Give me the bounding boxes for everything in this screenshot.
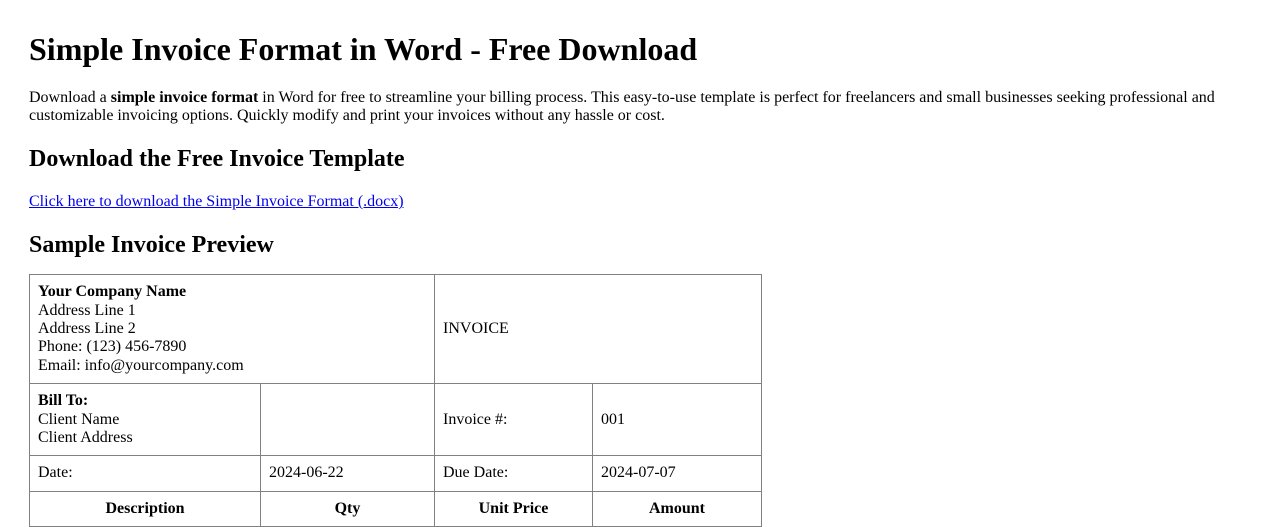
items-header-unit-price: Unit Price bbox=[435, 491, 593, 526]
page-title: Simple Invoice Format in Word - Free Download bbox=[29, 31, 698, 67]
client-name: Client Name bbox=[38, 410, 120, 428]
company-header-row bbox=[30, 275, 762, 384]
company-info-cell bbox=[30, 275, 435, 384]
company-address-line1: Address Line 1 bbox=[38, 301, 136, 319]
company-email: Email: info@yourcompany.com bbox=[38, 356, 244, 374]
preview-heading: Sample Invoice Preview bbox=[29, 231, 274, 258]
items-header-amount: Amount bbox=[593, 491, 762, 526]
invoice-preview-table bbox=[29, 274, 762, 527]
bill-to-label: Bill To: bbox=[38, 392, 89, 410]
bill-to-cell bbox=[30, 384, 261, 456]
due-date-label: Due Date: bbox=[435, 456, 593, 491]
intro-text-before: Download a bbox=[29, 88, 111, 106]
client-address: Client Address bbox=[38, 428, 133, 446]
empty-cell bbox=[261, 384, 435, 456]
company-address-line2: Address Line 2 bbox=[38, 319, 136, 337]
invoice-number-label: Invoice #: bbox=[435, 384, 593, 456]
intro-paragraph bbox=[29, 89, 1249, 126]
intro-text-after: in Word for free to streamline your billing process. This easy-to-use template is perfect for freelancers and small businesses seeking professional and customizable invoicing options. Quickly modify and print your invoices without any hassle or cost. bbox=[29, 88, 1215, 125]
download-invoice-link[interactable]: Click here to download the Simple Invoice Format (.docx) bbox=[29, 193, 404, 211]
invoice-number-value: 001 bbox=[593, 384, 762, 456]
intro-bold-phrase: simple invoice format bbox=[110, 88, 259, 106]
download-link-paragraph bbox=[29, 193, 1249, 211]
date-label: Date: bbox=[30, 456, 261, 491]
download-heading: Download the Free Invoice Template bbox=[29, 145, 405, 172]
dates-row bbox=[30, 456, 762, 491]
company-phone: Phone: (123) 456-7890 bbox=[38, 338, 187, 356]
items-header-row bbox=[30, 491, 762, 526]
items-header-qty: Qty bbox=[261, 491, 435, 526]
bill-to-row bbox=[30, 384, 762, 456]
invoice-doc-label: INVOICE bbox=[435, 275, 762, 384]
company-name: Your Company Name bbox=[38, 283, 187, 301]
due-date-value: 2024-07-07 bbox=[593, 456, 762, 491]
date-value: 2024-06-22 bbox=[261, 456, 435, 491]
items-header-description: Description bbox=[30, 491, 261, 526]
